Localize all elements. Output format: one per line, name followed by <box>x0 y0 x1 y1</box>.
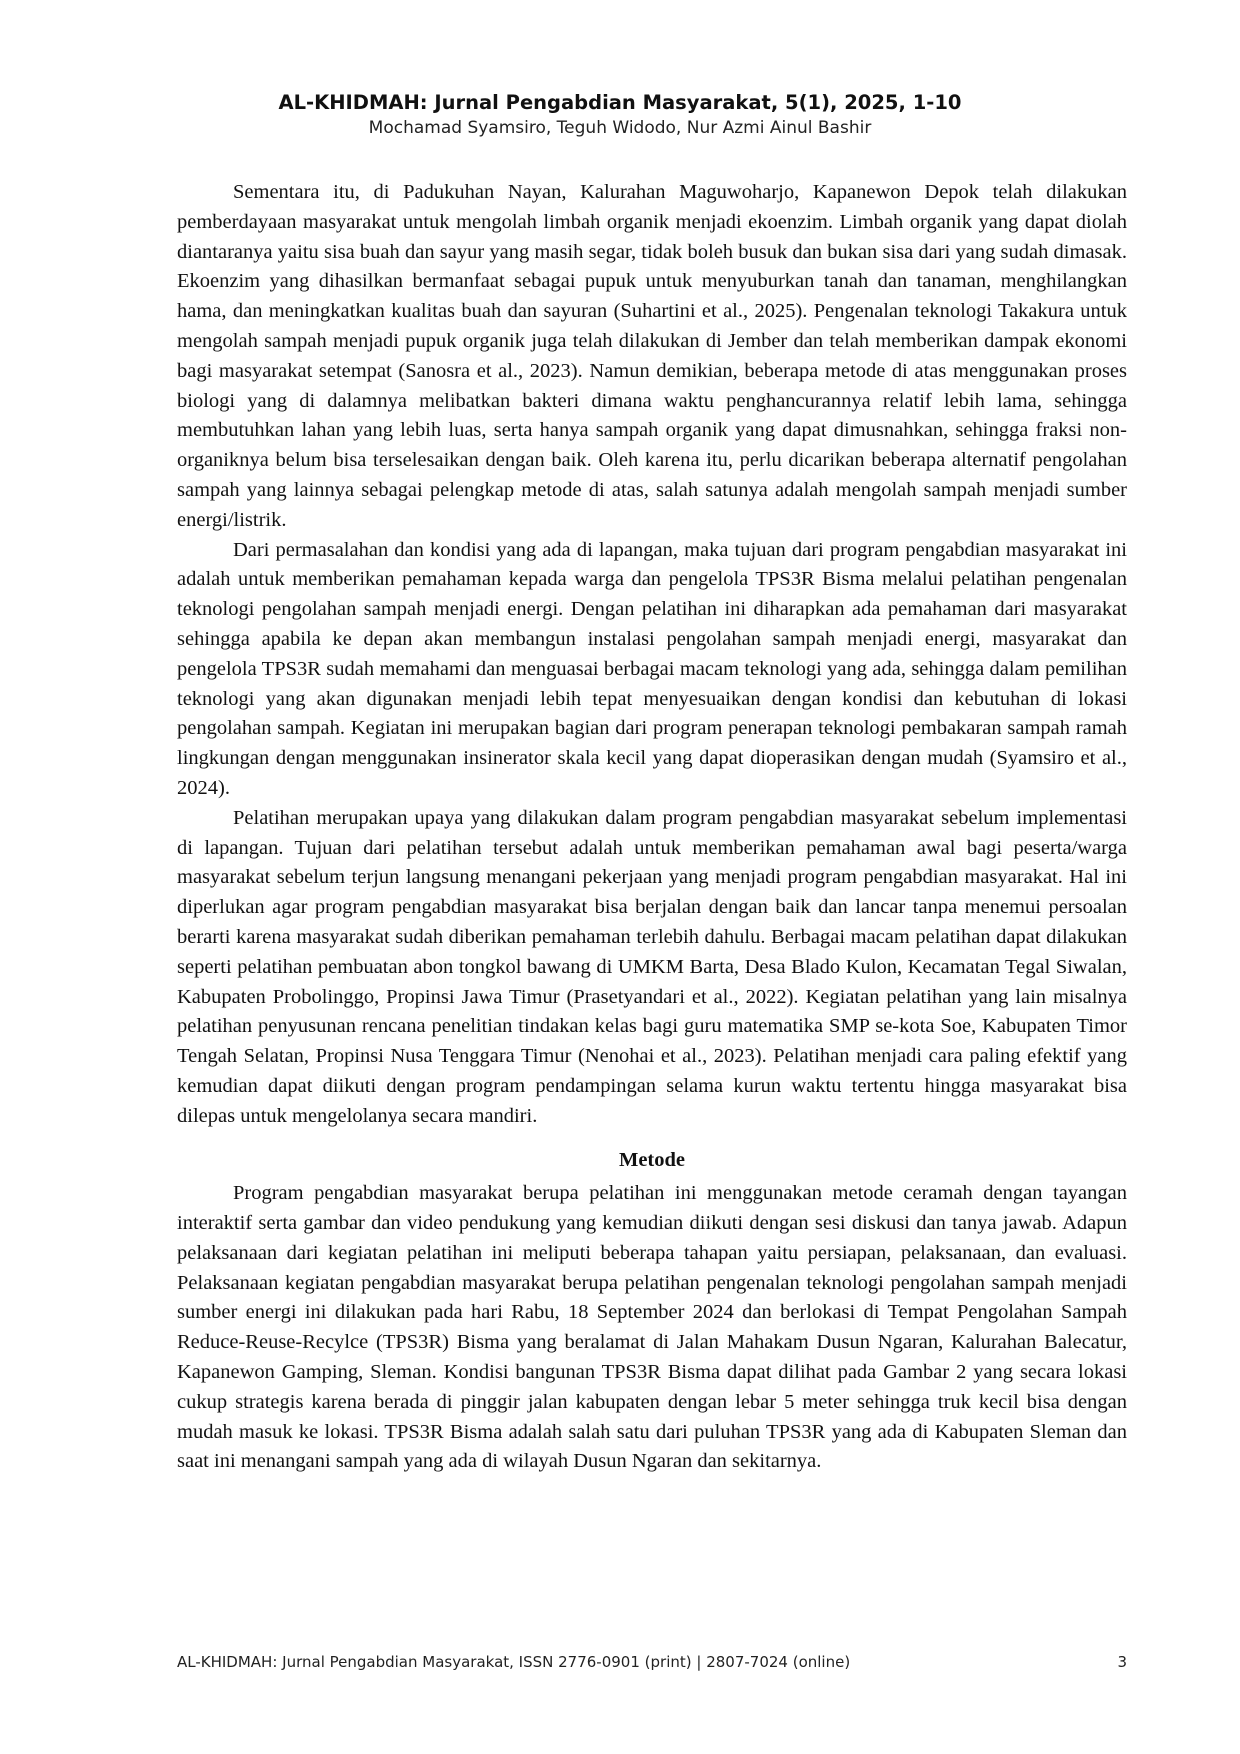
author-list: Mochamad Syamsiro, Teguh Widodo, Nur Azmi Ainul Bashir <box>368 118 872 138</box>
running-header <box>0 90 1240 140</box>
footer-journal-info: AL-KHIDMAH: Jurnal Pengabdian Masyarakat, ISSN 2776-0901 (print) | 2807-7024 (online) <box>177 1653 851 1671</box>
body-text <box>177 178 1127 1477</box>
paragraph: Dari permasalahan dan kondisi yang ada di lapangan, maka tujuan dari program pengabdian masyarakat ini adalah untuk memberikan pemahaman kepada warga dan pengelola TPS3R Bisma melalui pelatihan pengenalan teknologi pengolahan sampah menjadi energi. Dengan pelatihan ini diharapkan ada pemahaman dari masyarakat sehingga apabila ke depan akan membangun instalasi pengolahan sampah menjadi energi, masyarakat dan pengelola TPS3R sudah memahami dan menguasai berbagai macam teknologi yang ada, sehingga dalam pemilihan teknologi yang akan digunakan menjadi lebih tepat menyesuaikan dengan kondisi dan kebutuhan di lokasi pengolahan sampah. Kegiatan ini merupakan bagian dari program penerapan teknologi pembakaran sampah ramah lingkungan dengan menggunakan insinerator skala kecil yang dapat dioperasikan dengan mudah (Syamsiro et al., 2024). <box>177 538 1127 799</box>
paragraph: Program pengabdian masyarakat berupa pelatihan ini menggunakan metode ceramah dengan tayangan interaktif serta gambar dan video pendukung yang kemudian diikuti dengan sesi diskusi dan tanya jawab. Adapun pelaksanaan dari kegiatan pelatihan ini meliputi beberapa tahapan yaitu persiapan, pelaksanaan, dan evaluasi. Pelaksanaan kegiatan pengabdian masyarakat berupa pelatihan pengenalan teknologi pengolahan sampah menjadi sumber energi ini dilakukan pada hari Rabu, 18 September 2024 dan berlokasi di Tempat Pengolahan Sampah Reduce-Reuse-Recylce (TPS3R) Bisma yang beralamat di Jalan Mahakam Dusun Ngaran, Kalurahan Balecatur, Kapanewon Gamping, Sleman. Kondisi bangunan TPS3R Bisma dapat dilihat pada Gambar 2 yang secara lokasi cukup strategis karena berada di pinggir jalan kabupaten dengan lebar 5 meter sehingga truk kecil bisa dengan mudah masuk ke lokasi. TPS3R Bisma adalah salah satu dari puluhan TPS3R yang ada di Kabupaten Sleman dan saat ini menangani sampah yang ada di wilayah Dusun Ngaran dan sekitarnya. <box>177 1182 1127 1473</box>
page-number: 3 <box>1117 1653 1127 1671</box>
paragraph: Pelatihan merupakan upaya yang dilakukan dalam program pengabdian masyarakat sebelum implementasi di lapangan. Tujuan dari pelatihan tersebut adalah untuk memberikan pemahaman awal bagi peserta/warga masyarakat sebelum terjun langsung menangani pekerjaan yang menjadi program pengabdian masyarakat. Hal ini diperlukan agar program pengabdian masyarakat bisa berjalan dengan baik dan lancar tanpa menemui persoalan berarti karena masyarakat sudah diberikan pemahaman terlebih dahulu. Berbagai macam pelatihan dapat dilakukan seperti pelatihan pembuatan abon tongkol bawang di UMKM Barta, Desa Blado Kulon, Kecamatan Tegal Siwalan, Kabupaten Probolinggo, Propinsi Jawa Timur (Prasetyandari et al., 2022). Kegiatan pelatihan yang lain misalnya pelatihan penyusunan rencana penelitian tindakan kelas bagi guru matematika SMP se-kota Soe, Kabupaten Timor Tengah Selatan, Propinsi Nusa Tenggara Timur (Nenohai et al., 2023). Pelatihan menjadi cara paling efektif yang kemudian dapat diikuti dengan program pendampingan selama kurun waktu tertentu hingga masyarakat bisa dilepas untuk mengelolanya secara mandiri. <box>177 806 1127 1127</box>
journal-title: AL-KHIDMAH: Jurnal Pengabdian Masyarakat, 5(1), 2025, 1-10 <box>278 91 962 114</box>
section-heading: Metode <box>618 1148 686 1171</box>
paragraph: Sementara itu, di Padukuhan Nayan, Kalurahan Maguwoharjo, Kapanewon Depok telah dilakukan pemberdayaan masyarakat untuk mengolah limbah organik menjadi ekoenzim. Limbah organik yang dapat diolah diantaranya yaitu sisa buah dan sayur yang masih segar, tidak boleh busuk dan bukan sisa dari yang sudah dimasak. Ekoenzim yang dihasilkan bermanfaat sebagai pupuk untuk menyuburkan tanah dan tanaman, menghilangkan hama, dan meningkatkan kualitas buah dan sayuran (Suhartini et al., 2025). Pengenalan teknologi Takakura untuk mengolah sampah menjadi pupuk organik juga telah dilakukan di Jember dan telah memberikan dampak ekonomi bagi masyarakat setempat (Sanosra et al., 2023). Namun demikian, beberapa metode di atas menggunakan proses biologi yang di dalamnya melibatkan bakteri dimana waktu penghancurannya relatif lebih lama, sehingga membutuhkan lahan yang lebih luas, serta hanya sampah organik yang dapat dimusnahkan, sehingga fraksi non-organiknya belum bisa terselesaikan dengan baik. Oleh karena itu, perlu dicarikan beberapa alternatif pengolahan sampah yang lainnya sebagai pelengkap metode di atas, salah satunya adalah mengolah sampah menjadi sumber energi/listrik. <box>177 181 1127 531</box>
page-footer <box>177 1652 1127 1672</box>
